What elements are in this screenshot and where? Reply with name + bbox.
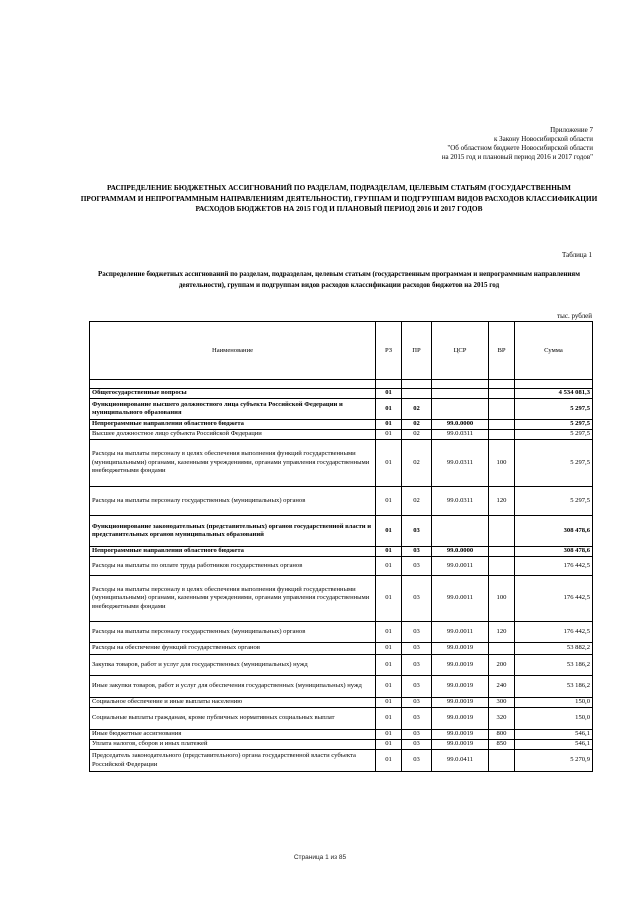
cell-csr: 99.0.0011 [432,576,489,622]
cell-pr: 02 [402,420,432,430]
table-row [90,750,593,772]
table-row [90,643,593,655]
cell-sum: 5 297,5 [515,430,593,440]
cell-csr: 99.0.0000 [432,420,489,430]
cell-vr [489,430,515,440]
table-row [90,420,593,430]
cell-sum: 5 297,5 [515,440,593,487]
units-label: тыс. рублей [557,312,592,320]
appendix-line: на 2015 год и плановый период 2016 и 2017 годов" [441,153,593,161]
cell-rz: 01 [376,643,402,655]
cell-sum: 150,0 [515,698,593,708]
cell-vr [489,643,515,655]
cell-csr: 99.0.0411 [432,750,489,772]
cell-vr [489,557,515,576]
cell-name: Расходы на выплаты персоналу государственных (муниципальных) органов [90,622,376,643]
table-row [90,576,593,622]
header-vr: ВР [489,322,515,380]
cell-csr [432,399,489,420]
cell-vr: 240 [489,676,515,698]
table-row [90,708,593,730]
header-rz: РЗ [376,322,402,380]
cell-sum: 53 186,2 [515,655,593,676]
cell-pr: 02 [402,399,432,420]
cell-csr: 99.0.0019 [432,698,489,708]
table-row [90,622,593,643]
cell-rz: 01 [376,622,402,643]
cell-name: Социальные выплаты гражданам, кроме публичных нормативных социальных выплат [90,708,376,730]
cell-pr: 02 [402,430,432,440]
cell-sum: 5 270,9 [515,750,593,772]
cell-csr: 99.0.0011 [432,622,489,643]
cell-pr: 03 [402,576,432,622]
cell-sum: 4 534 081,3 [515,389,593,399]
cell-csr: 99.0.0011 [432,557,489,576]
cell-sum: 53 882,2 [515,643,593,655]
cell-name: Непрограммные направления областного бюджета [90,420,376,430]
cell-name: Общегосударственные вопросы [90,389,376,399]
appendix-line: Приложение 7 [550,126,593,134]
cell-pr: 03 [402,730,432,740]
cell-name: Расходы на выплаты персоналу в целях обеспечения выполнения функций государственными (муниципальными) органами, казенными учреждениями, органами управления государственными внебюджетными фондами [90,576,376,622]
header-name: Наименование [90,322,376,380]
cell-rz: 01 [376,676,402,698]
table-row [90,430,593,440]
table-row [90,740,593,750]
cell-rz: 01 [376,547,402,557]
cell-csr: 99.0.0311 [432,440,489,487]
cell-rz: 01 [376,420,402,430]
cell-rz: 01 [376,730,402,740]
cell-vr: 200 [489,655,515,676]
cell-vr: 100 [489,440,515,487]
appendix-line: "Об областном бюджете Новосибирской области [447,144,593,152]
cell-pr: 03 [402,557,432,576]
cell-name: Высшее должностное лицо субъекта Российской Федерации [90,430,376,440]
cell-name: Председатель законодательного (представительного) органа государственной власти субъекта Российской Федерации [90,750,376,772]
cell-name: Расходы на выплаты по оплате труда работников государственных органов [90,557,376,576]
cell-sum: 53 186,2 [515,676,593,698]
table-row [90,676,593,698]
cell-name: Расходы на обеспечение функций государственных органов [90,643,376,655]
cell-sum: 5 297,5 [515,420,593,430]
cell-rz: 01 [376,399,402,420]
cell-csr: 99.0.0311 [432,430,489,440]
cell-vr: 120 [489,487,515,516]
cell-name: Функционирование высшего должностного лица субъекта Российской Федерации и муниципального образования [90,399,376,420]
cell-vr: 300 [489,698,515,708]
cell-sum: 5 297,5 [515,487,593,516]
cell-sum: 176 442,5 [515,576,593,622]
cell-csr [432,389,489,399]
cell-name: Функционирование законодательных (представительных) органов государственной власти и представительных органов муниципальных образований [90,516,376,547]
cell-csr: 99.0.0019 [432,708,489,730]
table-row [90,516,593,547]
cell-name: Расходы на выплаты персоналу в целях обеспечения выполнения функций государственными (муниципальными) органами, казенными учреждениями, органами управления государственными внебюджетными фондами [90,440,376,487]
page-counter: Страница 1 из 85 [293,854,347,861]
header-csr: ЦСР [432,322,489,380]
cell-name: Непрограммные направления областного бюджета [90,547,376,557]
cell-rz: 01 [376,708,402,730]
appendix-header [333,126,593,162]
table-row [90,487,593,516]
document-title: РАСПРЕДЕЛЕНИЕ БЮДЖЕТНЫХ АССИГНОВАНИЙ ПО РАЗДЕЛАМ, ПОДРАЗДЕЛАМ, ЦЕЛЕВЫМ СТАТЬЯМ (ГОСУДАРСТВЕННЫМ ПРОГРАММАМ И НЕПРОГРАММНЫМ НАПРАВЛЕНИЯМ ДЕЯТЕЛЬНОСТИ), ГРУППАМ И ПОДГРУППАМ ВИДОВ РАСХОДОВ КЛАССИФИКАЦИИ РАСХОДОВ БЮДЖЕТОВ НА 2015 ГОД И ПЛАНОВЫЙ ПЕРИОД 2016 И 2017 ГОДОВ [80,183,598,213]
budget-table [89,321,593,772]
cell-name: Социальное обеспечение и иные выплаты населению [90,698,376,708]
cell-vr: 320 [489,708,515,730]
cell-sum: 176 442,5 [515,557,593,576]
cell-sum: 176 442,5 [515,622,593,643]
cell-pr: 02 [402,440,432,487]
cell-pr: 03 [402,750,432,772]
cell-csr: 99.0.0000 [432,547,489,557]
cell-vr: 100 [489,576,515,622]
cell-name: Расходы на выплаты персоналу государственных (муниципальных) органов [90,487,376,516]
cell-rz: 01 [376,557,402,576]
cell-csr: 99.0.0019 [432,740,489,750]
header-pr: ПР [402,322,432,380]
cell-sum: 150,0 [515,708,593,730]
cell-rz: 01 [376,389,402,399]
cell-vr: 850 [489,740,515,750]
table-row [90,440,593,487]
cell-pr: 03 [402,698,432,708]
cell-vr [489,420,515,430]
cell-vr [489,547,515,557]
cell-rz: 01 [376,750,402,772]
cell-vr [489,750,515,772]
cell-rz: 01 [376,740,402,750]
cell-csr: 99.0.0019 [432,676,489,698]
cell-pr: 03 [402,708,432,730]
cell-rz: 01 [376,430,402,440]
cell-sum: 546,1 [515,740,593,750]
cell-csr: 99.0.0019 [432,643,489,655]
cell-pr: 03 [402,740,432,750]
table-row [90,399,593,420]
cell-pr: 03 [402,547,432,557]
cell-pr: 03 [402,643,432,655]
cell-vr [489,399,515,420]
table-row [90,389,593,399]
cell-sum: 308 478,6 [515,516,593,547]
cell-rz: 01 [376,516,402,547]
cell-vr: 800 [489,730,515,740]
cell-sum: 5 297,5 [515,399,593,420]
cell-vr [489,389,515,399]
spacer-row [90,380,593,389]
cell-rz: 01 [376,440,402,487]
table-row [90,547,593,557]
table-row [90,730,593,740]
cell-sum: 308 478,6 [515,547,593,557]
cell-pr [402,389,432,399]
table-row [90,655,593,676]
cell-name: Уплата налогов, сборов и иных платежей [90,740,376,750]
appendix-line: к Закону Новосибирской области [493,135,593,143]
cell-pr: 03 [402,622,432,643]
cell-pr: 03 [402,516,432,547]
cell-name: Иные закупки товаров, работ и услуг для обеспечения государственных (муниципальных) нужд [90,676,376,698]
cell-pr: 03 [402,676,432,698]
table-subtitle: Распределение бюджетных ассигнований по разделам, подразделам, целевым статьям (государственным программам и непрограммным направлениям деятельности), группам и подгруппам видов расходов классификации расходов бюджетов на 2015 год [98,270,580,289]
table-row [90,557,593,576]
cell-sum: 546,1 [515,730,593,740]
cell-pr: 02 [402,487,432,516]
cell-name: Иные бюджетные ассигнования [90,730,376,740]
cell-name: Закупка товаров, работ и услуг для государственных (муниципальных) нужд [90,655,376,676]
header-sum: Сумма [515,322,593,380]
cell-vr [489,516,515,547]
table-number: Таблица 1 [562,251,592,259]
cell-csr [432,516,489,547]
cell-rz: 01 [376,576,402,622]
cell-csr: 99.0.0019 [432,655,489,676]
cell-vr: 120 [489,622,515,643]
cell-csr: 99.0.0311 [432,487,489,516]
table-row [90,698,593,708]
cell-pr: 03 [402,655,432,676]
cell-rz: 01 [376,487,402,516]
cell-csr: 99.0.0019 [432,730,489,740]
table-header-row [90,322,593,380]
cell-rz: 01 [376,698,402,708]
cell-rz: 01 [376,655,402,676]
